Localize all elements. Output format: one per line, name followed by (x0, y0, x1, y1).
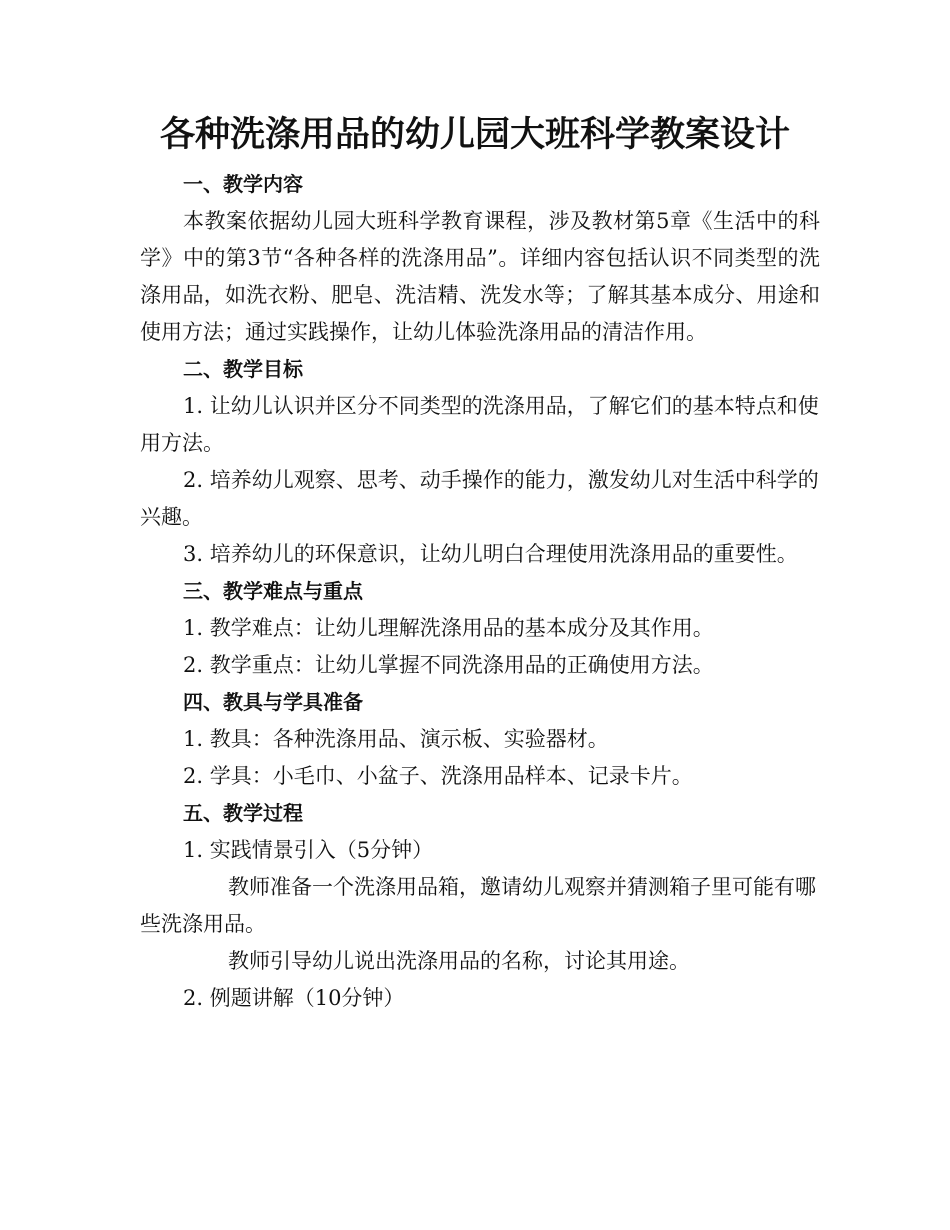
section-heading-materials: 四、教具与学具准备 (183, 690, 363, 714)
materials-item-2: 2. 学具：小毛巾、小盆子、洗涤用品样本、记录卡片。 (183, 764, 693, 788)
goal-item-2: 2. 培养幼儿观察、思考、动手操作的能力，激发幼儿对生活中科学的兴趣。 (140, 468, 819, 529)
teaching-content-paragraph: 本教案依据幼儿园大班科学教育课程，涉及教材第5章《生活中的科学》中的第3节“各种各样的洗涤用品”。详细内容包括认识不同类型的洗涤用品，如洗衣粉、肥皂、洗洁精、洗发水等；了解其基本成分、用途和使用方法；通过实践操作，让幼儿体验洗涤用品的清洁作用。 (140, 209, 820, 344)
process-step-1-detail-2: 教师引导幼儿说出洗涤用品的名称，讨论其用途。 (228, 949, 690, 973)
section-heading-difficulties: 三、教学难点与重点 (183, 579, 363, 603)
process-step-1-detail-1: 教师准备一个洗涤用品箱，邀请幼儿观察并猜测箱子里可能有哪些洗涤用品。 (140, 875, 816, 936)
document-body (140, 166, 820, 1017)
section-heading-process: 五、教学过程 (183, 801, 303, 825)
process-step-1: 1. 实践情景引入（5分钟） (183, 838, 434, 862)
goal-item-1: 1. 让幼儿认识并区分不同类型的洗涤用品，了解它们的基本特点和使用方法。 (140, 394, 819, 455)
document-title: 各种洗涤用品的幼儿园大班科学教案设计 (159, 115, 790, 155)
section-heading-teaching-content: 一、教学内容 (183, 172, 303, 196)
process-step-2: 2. 例题讲解（10分钟） (183, 986, 405, 1010)
difficulty-item-1: 1. 教学难点：让幼儿理解洗涤用品的基本成分及其作用。 (183, 616, 714, 640)
goal-item-3: 3. 培养幼儿的环保意识，让幼儿明白合理使用洗涤用品的重要性。 (183, 542, 798, 566)
difficulty-item-2: 2. 教学重点：让幼儿掌握不同洗涤用品的正确使用方法。 (183, 653, 714, 677)
section-heading-teaching-goals: 二、教学目标 (183, 357, 303, 381)
materials-item-1: 1. 教具：各种洗涤用品、演示板、实验器材。 (183, 727, 609, 751)
